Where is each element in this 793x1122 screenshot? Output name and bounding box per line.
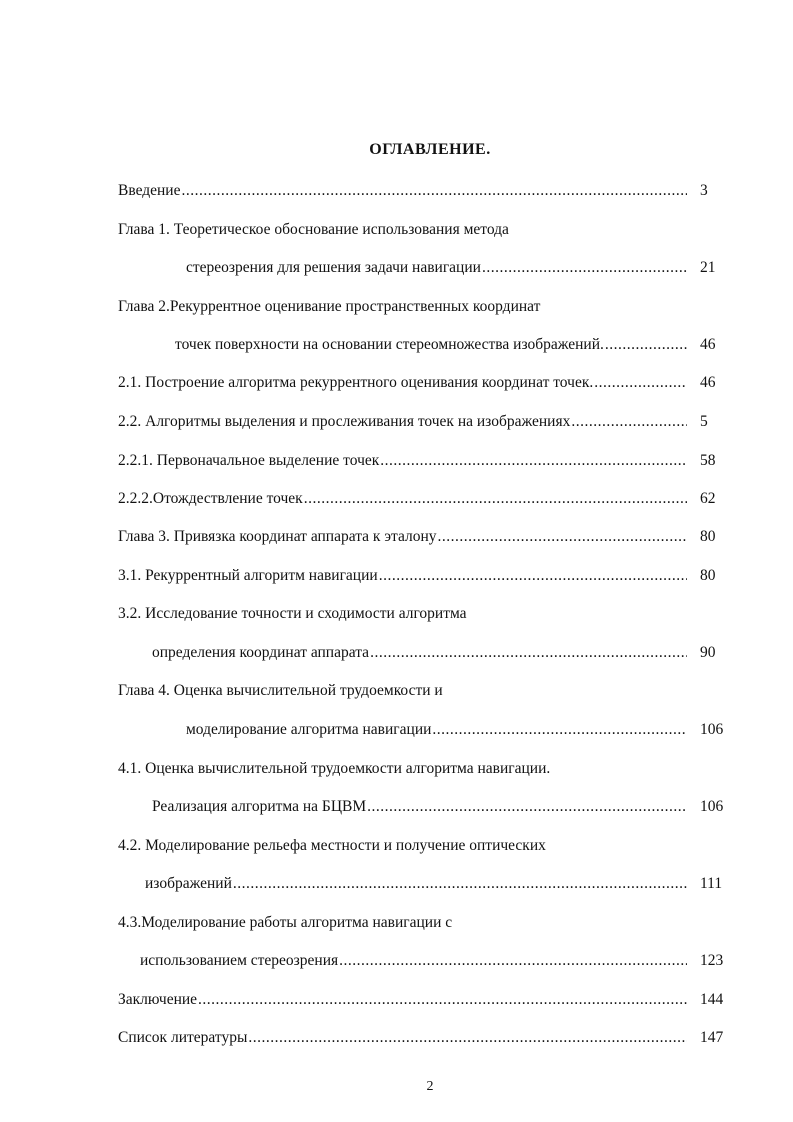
toc-page-4-1: 106 bbox=[700, 798, 724, 815]
toc-entry-ch1-line1: Глава 1. Теоретическое обоснование использования метода bbox=[118, 221, 509, 238]
toc-entry-ch2-line1: Глава 2.Рекуррентное оценивание пространственных координат bbox=[118, 298, 541, 315]
toc-page-ch2: 46 bbox=[700, 336, 716, 353]
toc-entry-4-3-line1: 4.3.Моделирование работы алгоритма навигации с bbox=[118, 914, 453, 931]
toc-page-2-2-2: 62 bbox=[700, 490, 716, 507]
toc-entry-references: Список литературы ..... bbox=[118, 1026, 688, 1050]
toc-entry-conclusion: Заключение ..... bbox=[118, 988, 688, 1012]
toc-entry-4-1-line1: 4.1. Оценка вычислительной трудоемкости алгоритма навигации. bbox=[118, 760, 551, 777]
leader-dots bbox=[437, 525, 687, 549]
toc-entry-ch4: моделирование алгоритма навигации ..... bbox=[186, 718, 688, 742]
leader-dots bbox=[233, 872, 687, 896]
toc-entry-4-2: изображений ..... bbox=[145, 872, 688, 896]
toc-page-2-2-1: 58 bbox=[700, 452, 716, 469]
leader-dots bbox=[432, 718, 687, 742]
toc-page-conclusion: 144 bbox=[700, 991, 724, 1008]
toc-page-2-2: 5 bbox=[700, 413, 708, 430]
toc-page-2-1: 46 bbox=[700, 374, 716, 391]
toc-entry-3-1: 3.1. Рекуррентный алгоритм навигации ..... bbox=[118, 564, 688, 588]
page-number: 2 bbox=[426, 1079, 434, 1094]
leader-dots bbox=[379, 564, 687, 588]
leader-dots bbox=[370, 641, 687, 665]
toc-entry-2-1: 2.1. Построение алгоритма рекуррентного оценивания координат точек. ..... bbox=[118, 371, 688, 395]
leader-dots bbox=[339, 949, 687, 973]
toc-entry-4-2-line1: 4.2. Моделирование рельефа местности и получение оптических bbox=[118, 837, 546, 854]
toc-page-3-1: 80 bbox=[700, 567, 716, 584]
leader-dots bbox=[248, 1026, 687, 1050]
toc-entry-3-2-line1: 3.2. Исследование точности и сходимости алгоритма bbox=[118, 605, 467, 622]
toc-entry-ch1: стереозрения для решения задачи навигации ..... bbox=[186, 256, 688, 280]
toc-page-3-2: 90 bbox=[700, 644, 716, 661]
toc-entry-ch4-line1: Глава 4. Оценка вычислительной трудоемкости и bbox=[118, 682, 443, 699]
leader-dots bbox=[571, 410, 687, 434]
toc-entry-2-2-2: 2.2.2.Отождествление точек ..... bbox=[118, 487, 688, 511]
toc-entry-3-2: определения координат аппарата ..... bbox=[152, 641, 688, 665]
leader-dots bbox=[482, 256, 687, 280]
toc-page-ch4: 106 bbox=[700, 721, 724, 738]
leader-dots bbox=[304, 487, 687, 511]
toc-page-4-2: 111 bbox=[700, 875, 723, 892]
leader-dots bbox=[605, 333, 687, 357]
toc-entry-introduction: Введение ..... bbox=[118, 179, 688, 203]
toc-entry-2-2-1: 2.2.1. Первоначальное выделение точек ..... bbox=[118, 449, 688, 473]
toc-entry-ch3: Глава 3. Привязка координат аппарата к эталону ..... bbox=[118, 525, 688, 549]
toc-entry-4-1: Реализация алгоритма на БЦВМ ..... bbox=[152, 795, 688, 819]
toc-entry-2-2: 2.2. Алгоритмы выделения и прослеживания точек на изображениях ..... bbox=[118, 410, 688, 434]
page-title: ОГЛАВЛЕНИЕ. bbox=[369, 141, 491, 158]
toc-page-references: 147 bbox=[700, 1029, 724, 1046]
toc-entry-ch2: точек поверхности на основании стереомножества изображений. ..... bbox=[175, 333, 688, 357]
leader-dots bbox=[198, 988, 687, 1012]
leader-dots bbox=[380, 449, 687, 473]
leader-dots bbox=[181, 179, 687, 203]
leader-dots bbox=[594, 371, 687, 395]
toc-entry-4-3: использованием стереозрения ..... bbox=[140, 949, 688, 973]
toc-page-introduction: 3 bbox=[700, 182, 708, 199]
leader-dots bbox=[367, 795, 687, 819]
toc-page-4-3: 123 bbox=[700, 952, 724, 969]
toc-page-ch1: 21 bbox=[700, 259, 716, 276]
toc-page-ch3: 80 bbox=[700, 528, 716, 545]
